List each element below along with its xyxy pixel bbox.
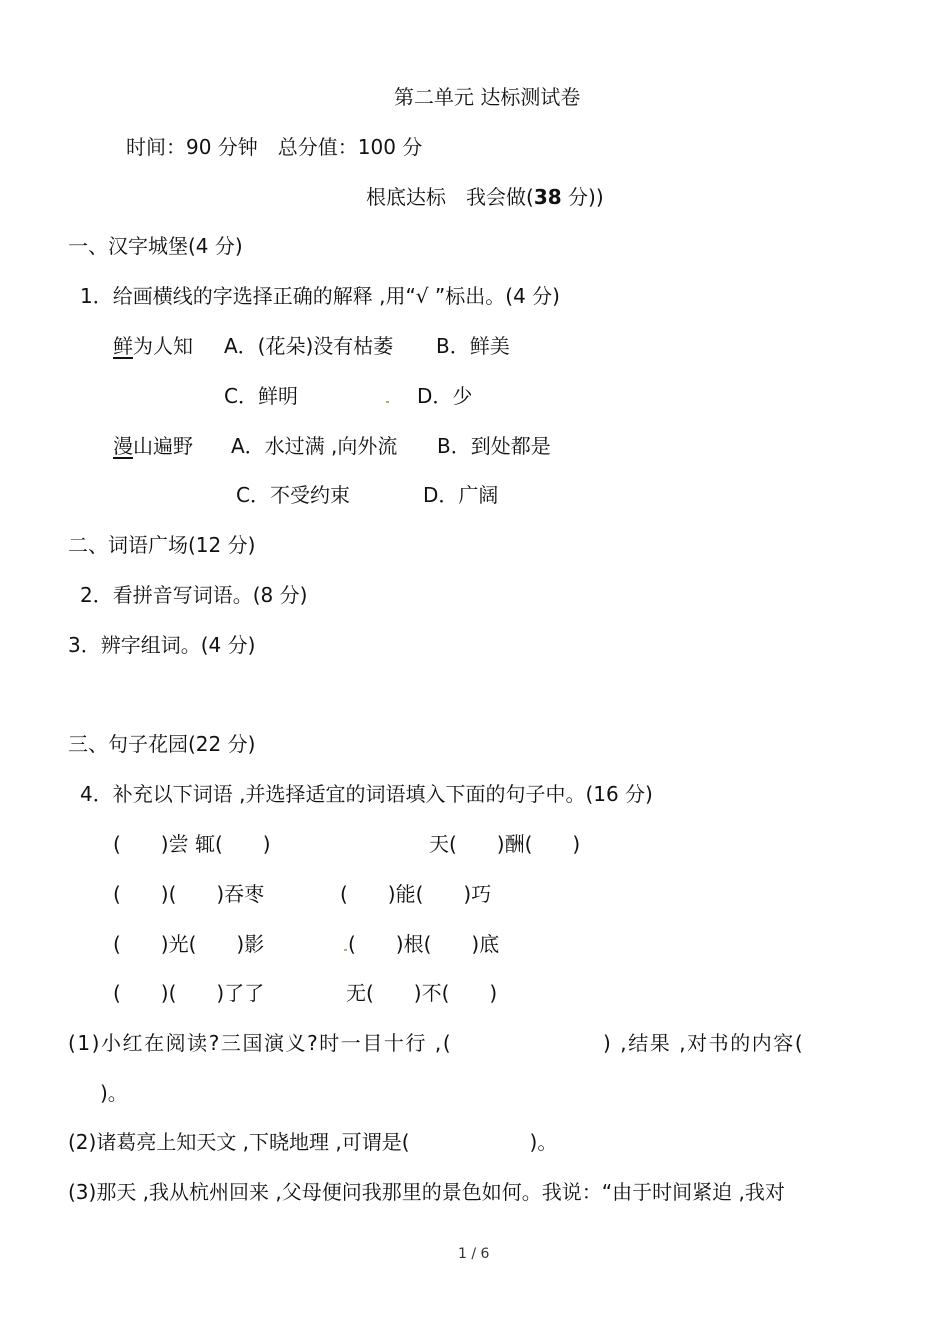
section-heading-suffix: 分)) [561, 185, 604, 209]
question-4: 4．补充以下词语 ,并选择适宜的词语填入下面的句子中。(16 分) [80, 782, 653, 806]
speck-mark [344, 949, 347, 951]
sentence-2: (2)诸葛亮上知天文 ,下晓地理 ,可谓是( )。 [68, 1130, 558, 1154]
item1-option-c: C．鲜明 [224, 384, 298, 408]
item2-word-rest: 山遍野 [133, 434, 193, 458]
idiom-blank: 天( )酬( ) [429, 832, 581, 856]
section-heading [366, 184, 604, 210]
sentence-1-continued: )。 [100, 1081, 128, 1105]
item2-option-c: C．不受约束 [236, 483, 350, 507]
part3-heading: 三、句子花园(22 分) [68, 732, 256, 756]
item1-option-a: A．(花朵)没有枯萎 [224, 334, 394, 358]
part1-heading: 一、汉字城堡(4 分) [68, 234, 243, 258]
item1-option-d: D．少 [417, 384, 473, 408]
idiom-blank: ( )( )吞枣 [113, 882, 265, 906]
question-1: 1．给画横线的字选择正确的解释 ,用“√ ”标出。(4 分) [80, 284, 560, 308]
question-3: 3．辨字组词。(4 分) [68, 633, 256, 657]
time-info: 时间：90 分钟 总分值：100 分 [126, 135, 423, 159]
item1-word [113, 333, 193, 359]
item1-underlined-char: 鲜 [113, 334, 133, 358]
idiom-blank: ( )根( )底 [348, 932, 500, 956]
sentence-3: (3)那天 ,我从杭州回来 ,父母便问我那里的景色如何。我说：“由于时间紧迫 ,我对 [68, 1180, 785, 1204]
page-number: 1 / 6 [458, 1246, 490, 1262]
question-2: 2．看拼音写词语。(8 分) [80, 583, 308, 607]
idiom-blank: 无( )不( ) [346, 981, 498, 1005]
idiom-blank: ( )能( )巧 [340, 882, 492, 906]
item2-option-d: D．广阔 [423, 483, 499, 507]
speck-mark [386, 401, 389, 403]
item1-word-rest: 为人知 [133, 334, 193, 358]
item2-underlined-char: 漫 [113, 434, 133, 458]
item2-option-a: A．水过满 ,向外流 [231, 434, 398, 458]
idiom-blank: ( )尝 辄( ) [113, 832, 271, 856]
sentence-1: (1)小红在阅读?三国演义?时一目十行 ,( ) ,结果 ,对书的内容( [68, 1031, 805, 1055]
idiom-blank: ( )光( )影 [113, 932, 265, 956]
item1-option-b: B．鲜美 [436, 334, 510, 358]
section-heading-prefix: 根底达标 我会做( [366, 185, 534, 209]
item2-word [113, 433, 193, 459]
idiom-blank: ( )( )了了 [113, 981, 265, 1005]
part2-heading: 二、词语广场(12 分) [68, 533, 256, 557]
document-title: 第二单元 达标测试卷 [394, 85, 581, 109]
section-heading-score: 38 [533, 185, 562, 209]
item2-option-b: B．到处都是 [437, 434, 551, 458]
